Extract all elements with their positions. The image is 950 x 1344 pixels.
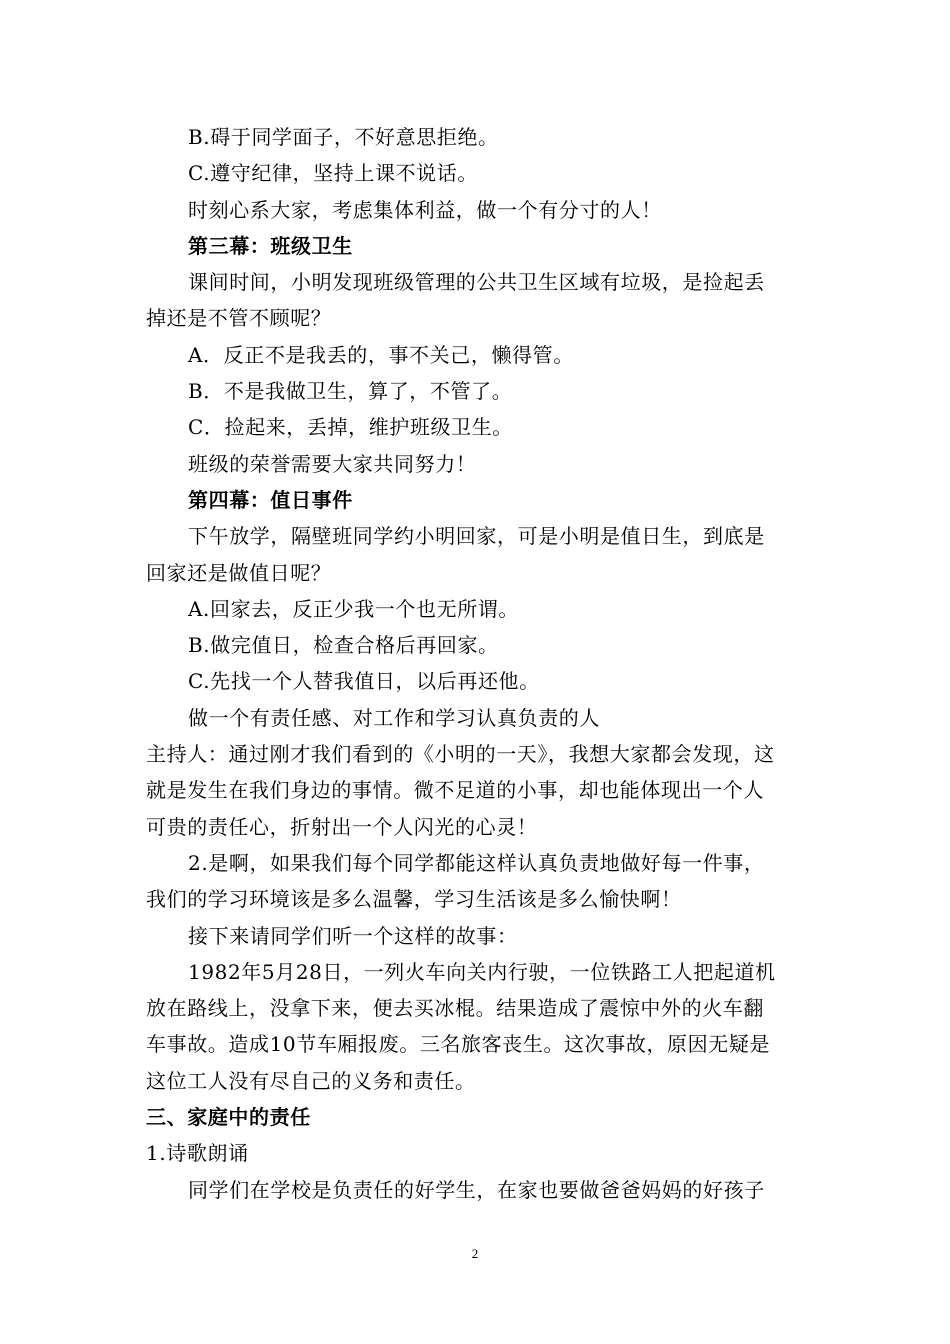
text-line: C.先找一个人替我值日，以后再还他。 (188, 669, 540, 693)
text-line: 时刻心系大家，考虑集体利益，做一个有分寸的人！ (188, 198, 662, 222)
text-line: 课间时间，小明发现班级管理的公共卫生区域有垃圾，是捡起丢 (188, 270, 765, 294)
text-line: A．反正不是我丢的，事不关己，懒得管。 (188, 343, 574, 367)
section-heading: 第三幕：班级卫生 (188, 234, 353, 258)
text-line: 同学们在学校是负责任的好学生，在家也要做爸爸妈妈的好孩子 (188, 1178, 765, 1202)
text-line: 放在路线上，没拿下来，便去买冰棍。结果造成了震惊中外的火车翻 (146, 996, 764, 1020)
section-heading: 三、家庭中的责任 (146, 1105, 311, 1129)
text-line: 可贵的责任心，折射出一个人闪光的心灵！ (146, 815, 538, 839)
text-line: 掉还是不管不顾呢？ (146, 306, 332, 330)
text-line: B.碍于同学面子，不好意思拒绝。 (188, 125, 499, 149)
text-line: 1.诗歌朗诵 (146, 1141, 249, 1165)
text-line: 班级的荣誉需要大家共同努力！ (188, 452, 477, 476)
text-line: 1982年5月28日，一列火车向关内行驶，一位铁路工人把起道机 (188, 960, 776, 984)
text-line: B.做完值日，检查合格后再回家。 (188, 633, 499, 657)
text-line: 主持人：通过刚才我们看到的《小明的一天》，我想大家都会发现，这 (146, 742, 775, 766)
text-line: A.回家去，反正少我一个也无所谓。 (188, 597, 520, 621)
text-line: 做一个有责任感、对工作和学习认真负责的人 (188, 706, 600, 730)
text-line: 回家还是做值日呢？ (146, 561, 332, 585)
text-line: 这位工人没有尽自己的义务和责任。 (146, 1069, 476, 1093)
text-line: 车事故。造成10节车厢报废。三名旅客丧生。这次事故，原因无疑是 (146, 1032, 771, 1056)
text-line: 2.是啊，如果我们每个同学都能这样认真负责地做好每一件事， (188, 851, 765, 875)
text-line: C．捡起来，丢掉，维护班级卫生。 (188, 415, 513, 439)
text-line: 我们的学习环境该是多么温馨，学习生活该是多么愉快啊！ (146, 887, 682, 911)
text-line: 就是发生在我们身边的事情。微不足道的小事，却也能体现出一个人 (146, 778, 764, 802)
text-line: C.遵守纪律，坚持上课不说话。 (188, 161, 478, 185)
text-line: 接下来请同学们听一个这样的故事： (188, 924, 518, 948)
text-line: 下午放学，隔壁班同学约小明回家，可是小明是值日生，到底是 (188, 524, 765, 548)
section-heading: 第四幕：值日事件 (188, 488, 353, 512)
text-line: B．不是我做卫生，算了，不管了。 (188, 379, 513, 403)
page-number: 2 (471, 1246, 479, 1261)
